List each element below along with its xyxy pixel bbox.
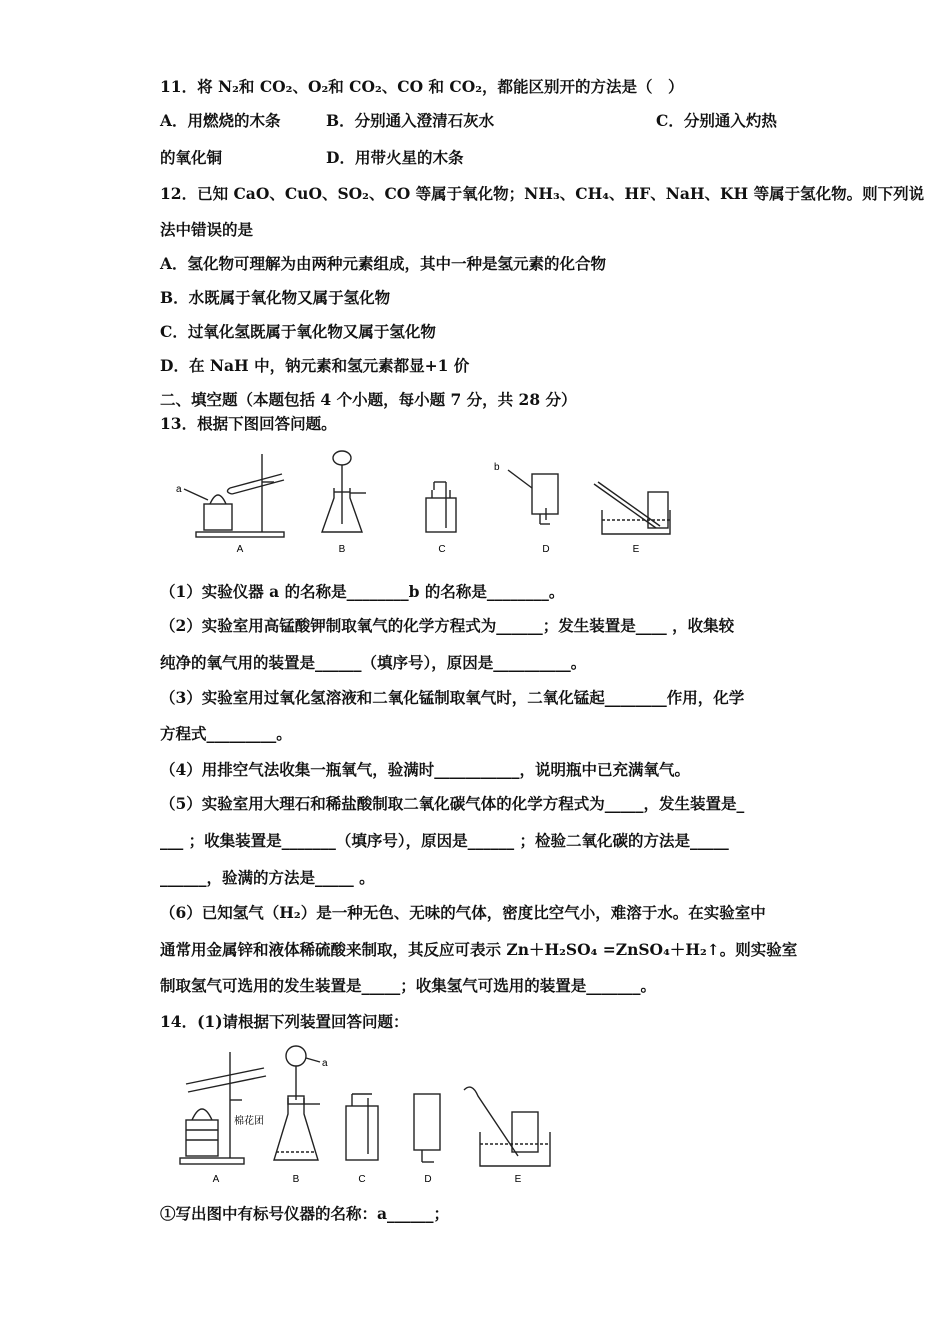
q13-part1: （1）实验仪器 a 的名称是________b 的名称是________。 — [160, 582, 565, 601]
q11-option-d: D．用带火星的木条 — [326, 148, 464, 167]
q13-fig-label-e: E — [632, 544, 640, 555]
q14-fig-label-c: C — [358, 1174, 366, 1185]
q13-part3-line1: （3）实验室用过氧化氢溶液和二氧化锰制取氧气时，二氧化锰起________作用，化学 — [160, 688, 745, 707]
q14-apparatus-a — [180, 1052, 266, 1164]
q13-apparatus-c — [426, 482, 456, 532]
q13-part5-line3: ______，验满的方法是_____ 。 — [160, 868, 375, 887]
q13-fig-mark-a: a — [176, 484, 182, 495]
q13-part4: （4）用排空气法收集一瓶氧气，验满时___________，说明瓶中已充满氧气。 — [160, 760, 691, 779]
q14-apparatus-c — [346, 1094, 378, 1160]
q14-apparatus-e — [464, 1087, 550, 1166]
q14-apparatus-figure — [172, 1040, 562, 1186]
q14-part1: ①写出图中有标号仪器的名称：a______； — [160, 1204, 450, 1223]
q14-fig-label-d: D — [424, 1174, 432, 1185]
q13-fig-label-c: C — [438, 544, 446, 555]
q13-part5-line1: （5）实验室用大理石和稀盐酸制取二氧化碳气体的化学方程式为_____，发生装置是_ — [160, 794, 745, 813]
q12-stem-line2: 法中错误的是 — [160, 220, 254, 239]
q14-fig-label-a: A — [212, 1174, 220, 1185]
q13-apparatus-figure — [170, 448, 680, 560]
q13-fig-label-d: D — [542, 544, 550, 555]
q14-apparatus-b — [274, 1046, 320, 1160]
q13-apparatus-e — [594, 482, 670, 534]
q13-apparatus-a — [184, 454, 284, 537]
q14-fig-label-e: E — [514, 1174, 522, 1185]
q13-apparatus-d — [508, 470, 558, 524]
q14-fig-label-b: B — [292, 1174, 300, 1185]
q14-fig-mark-a: a — [322, 1058, 328, 1069]
section-2-title: 二、填空题（本题包括 4 个小题，每小题 7 分，共 28 分） — [160, 390, 577, 409]
q13-fig-label-b: B — [338, 544, 346, 555]
q12-option-c: C．过氧化氢既属于氧化物又属于氢化物 — [160, 322, 436, 341]
q14-apparatus-d — [414, 1094, 440, 1162]
q12-stem-line1: 12．已知 CaO、CuO、SO₂、CO 等属于氧化物；NH₃、CH₄、HF、NaH、KH 等属于氢化物。则下列说 — [160, 184, 925, 203]
q14-stem: 14．(1)请根据下列装置回答问题： — [160, 1012, 409, 1031]
q13-part6-line3: 制取氢气可选用的发生装置是_____；收集氢气可选用的装置是_______。 — [160, 976, 657, 995]
q13-part5-line2: ___ ；收集装置是_______（填序号），原因是______ ；检验二氧化碳的方法是_____ — [160, 831, 729, 850]
q13-apparatus-b — [322, 451, 366, 532]
q13-part3-line2: 方程式_________。 — [160, 724, 292, 743]
q13-part2-line2: 纯净的氧气用的装置是______（填序号），原因是__________。 — [160, 653, 587, 672]
q13-part6-line1: （6）已知氢气（H₂）是一种无色、无味的气体，密度比空气小，难溶于水。在实验室中 — [160, 903, 766, 922]
q13-part6-line2: 通常用金属锌和液体稀硫酸来制取，其反应可表示 Zn＋H₂SO₄ =ZnSO₄＋H₂↑。则实验室 — [160, 940, 798, 959]
q12-option-b: B．水既属于氧化物又属于氢化物 — [160, 288, 391, 307]
q12-option-a: A．氢化物可理解为由两种元素组成，其中一种是氢元素的化合物 — [160, 254, 607, 273]
q11-option-c-cont: 的氧化铜 — [160, 148, 223, 167]
q13-fig-label-a: A — [236, 544, 244, 555]
q14-fig-mark-cotton: 棉花团 — [234, 1116, 264, 1127]
q11-option-b: B．分别通入澄清石灰水 — [326, 111, 495, 130]
q11-option-a: A．用燃烧的木条 — [160, 111, 281, 130]
q11-stem: 11．将 N₂和 CO₂、O₂和 CO₂、CO 和 CO₂，都能区别开的方法是（ ） — [160, 77, 684, 96]
q11-option-c: C．分别通入灼热 — [656, 111, 777, 130]
q13-fig-mark-b: b — [494, 462, 500, 473]
q13-stem: 13．根据下图回答问题。 — [160, 414, 337, 433]
q13-part2-line1: （2）实验室用高锰酸钾制取氧气的化学方程式为______；发生装置是____ ，收集较 — [160, 616, 735, 635]
q12-option-d: D．在 NaH 中，钠元素和氢元素都显+1 价 — [160, 356, 470, 375]
